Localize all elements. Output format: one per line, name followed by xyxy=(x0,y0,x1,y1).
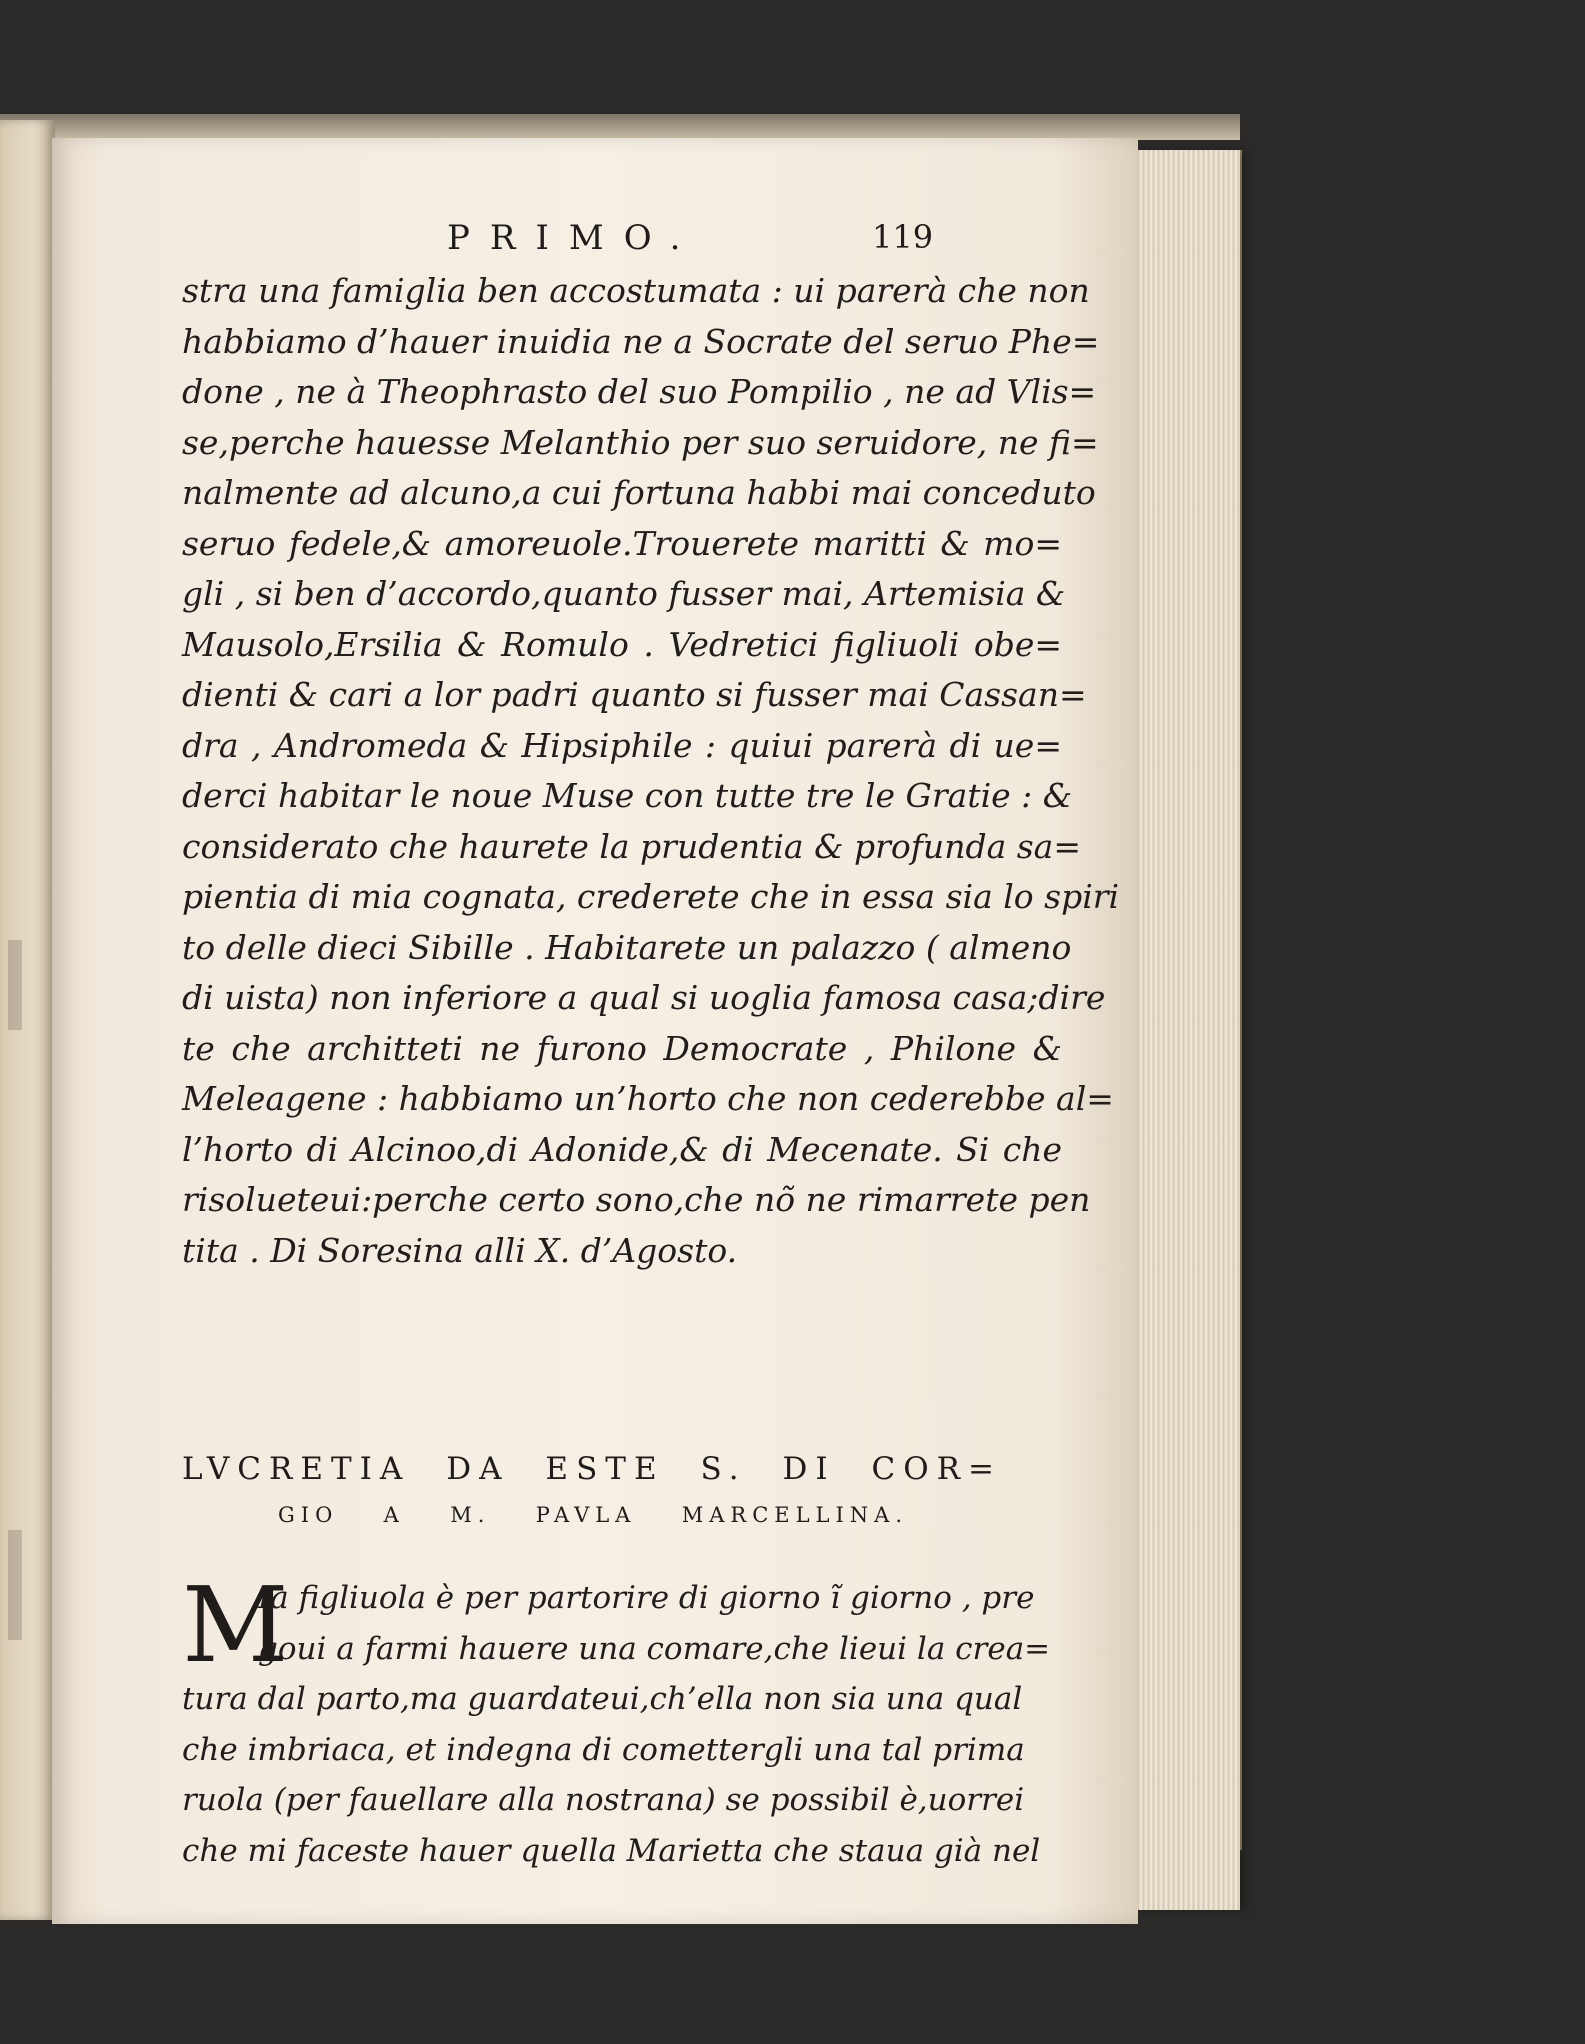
text-line: dra , Andromeda & Hipsiphile : quiui parerà di ue= xyxy=(182,725,1062,765)
text-line: te che architteti ne furono Democrate , Philone & xyxy=(182,1028,1062,1068)
text-line: tura dal parto,ma guardateui,ch’ella non sia una qual xyxy=(182,1681,1023,1717)
text-line: risolueteui:perche certo sono,che nõ ne rimarrete pen xyxy=(182,1180,1091,1219)
text-line: che mi faceste hauer quella Marietta che staua già nel xyxy=(182,1832,1041,1869)
text-line: derci habitar le noue Muse con tutte tre le Gratie : & xyxy=(182,776,1073,815)
text-line: done , ne à Theophrasto del suo Pompilio , ne ad Vlis= xyxy=(182,372,1097,411)
text-line: to delle dieci Sibille . Habitarete un palazzo ( almeno xyxy=(182,927,1072,967)
text-line: Mausolo,Ersilia & Romulo . Vedretici figliuoli obe= xyxy=(182,624,1062,664)
text-line: goui a farmi hauere una comare,che lieui la crea= xyxy=(258,1630,1051,1667)
page-number: 119 xyxy=(872,218,934,256)
text-line: l’horto di Alcinoo,di Adonide,& di Mecenate. Si che xyxy=(182,1129,1062,1169)
text-line: nalmente ad alcuno,a cui fortuna habbi mai conceduto xyxy=(182,473,1096,512)
text-line: se,perche hauesse Melanthio per suo seruidore, ne fi= xyxy=(182,422,1099,462)
text-line: Meleagene : habbiamo un’horto che non cederebbe al= xyxy=(182,1079,1114,1118)
text-line: ruola (per fauellare alla nostrana) se possibil è,uorrei xyxy=(182,1782,1025,1818)
running-head: PRIMO. xyxy=(447,218,701,258)
page-header xyxy=(52,218,1138,262)
text-line: gli , si ben d’accordo,quanto fusser mai, Artemisia & xyxy=(182,574,1066,613)
next-letter-text xyxy=(182,1564,1051,1876)
show-through-mark xyxy=(8,940,22,1030)
page-stack-fore-edge xyxy=(1135,150,1240,1910)
letter-heading xyxy=(182,1443,1042,1535)
text-line: pientia di mia cognata, crederete che in essa sia lo spiri xyxy=(182,877,1120,916)
text-line: seruo fedele,& amoreuole.Trouerete maritti & mo= xyxy=(182,523,1062,563)
text-line: dienti & cari a lor padri quanto si fusser mai Cassan= xyxy=(182,675,1087,714)
letter-heading-line-2: GIO A M. PAVLA MARCELLINA. xyxy=(278,1503,908,1527)
text-line: habbiamo d’hauer inuidia ne a Socrate del seruo Phe= xyxy=(182,321,1100,361)
drop-cap: M xyxy=(182,1564,289,1686)
letter-heading-line-1: LVCRETIA DA ESTE S. DI COR= xyxy=(182,1451,1002,1487)
text-line: stra una famiglia ben accostumata : ui parerà che non xyxy=(182,271,1090,310)
facing-page-edge xyxy=(0,120,55,1920)
text-line: Ia figliuola è per partorire di giorno ĩ giorno , pre xyxy=(258,1580,1035,1616)
text-line: tita . Di Soresina alli X. d’Agosto. xyxy=(182,1230,738,1270)
text-line: che imbriaca, et indegna di comettergli una tal prima xyxy=(182,1731,1025,1768)
letter-body-text xyxy=(182,266,1120,1276)
book-top-edge xyxy=(0,114,1240,140)
show-through-mark xyxy=(8,1530,22,1640)
book-page xyxy=(52,138,1138,1924)
text-line: considerato che haurete la prudentia & profunda sa= xyxy=(182,826,1081,866)
text-line: di uista) non inferiore a qual si uoglia famosa casa;dire xyxy=(182,978,1106,1017)
